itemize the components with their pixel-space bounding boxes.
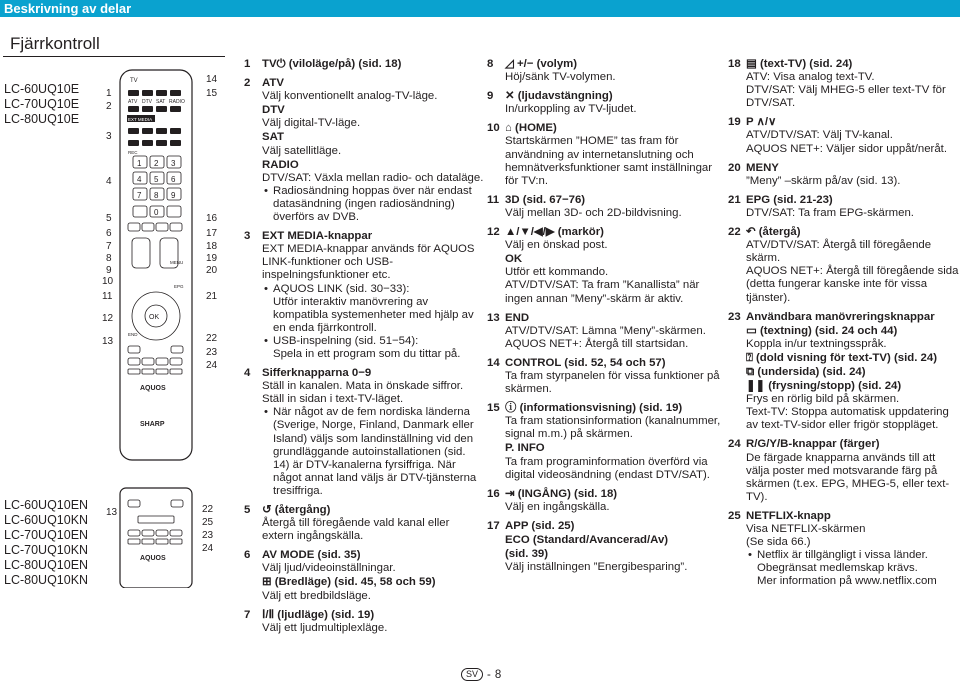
svg-text:15: 15 bbox=[206, 88, 218, 99]
item-22: 22 ↶ (återgå) ATV/DTV/SAT: Återgå till föregående skärm. AQUOS NET+: Återgå till föregående sida (detta fungerar kanske inte för vissa tjänster). bbox=[728, 226, 959, 304]
aquos-logo-bottom: AQUOS bbox=[140, 555, 166, 562]
tv-key-label: TV bbox=[130, 78, 138, 84]
svg-text:23: 23 bbox=[206, 347, 218, 358]
models-top bbox=[4, 82, 79, 127]
svg-text:4: 4 bbox=[106, 176, 112, 187]
svg-text:22: 22 bbox=[206, 333, 218, 344]
svg-text:9: 9 bbox=[106, 265, 112, 276]
item-17: 17 APP (sid. 25) ECO (Standard/Avancerad/Av) (sid. 39) Välj inställningen ”Energibesparing”. bbox=[487, 519, 688, 574]
volume-icon: ◿ bbox=[505, 58, 517, 70]
svg-text:7: 7 bbox=[106, 241, 112, 252]
return-icon: ↺ bbox=[262, 504, 275, 516]
svg-text:6: 6 bbox=[106, 228, 112, 239]
item-25: 25 NETFLIX-knapp Visa NETFLIX-skärmen (Se sida 66.) • Netflix är tillgängligt i vissa länder. Obegränsat medlemskap krävs. Mer information på www.netflix.com bbox=[728, 510, 960, 589]
item-20: 20 MENY ”Meny” –skärm på/av (sid. 13). bbox=[728, 161, 901, 187]
reveal-icon: ⍰ bbox=[746, 351, 756, 364]
remote-illustration bbox=[90, 68, 230, 588]
svg-text:5: 5 bbox=[106, 213, 112, 224]
home-icon: ⌂ bbox=[505, 122, 516, 135]
model-name: LC-60UQ10KN bbox=[4, 513, 89, 527]
svg-text:19: 19 bbox=[206, 253, 218, 264]
column-3 bbox=[728, 58, 960, 594]
svg-text:1: 1 bbox=[106, 88, 112, 99]
item-24: 24 R/G/Y/B-knappar (färger) De färgade knapparna används till att välja poster med motsvarande färg på skärmen (t.ex. EPG, MHEG-5, eller text-TV). bbox=[728, 438, 950, 503]
svg-text:13: 13 bbox=[102, 336, 114, 347]
page-number: SV - 8 bbox=[461, 668, 501, 681]
column-1 bbox=[244, 58, 484, 641]
svg-text:3: 3 bbox=[171, 159, 176, 168]
title-rule bbox=[3, 56, 225, 57]
model-name: LC-80UQ10KN bbox=[4, 573, 89, 587]
svg-text:24: 24 bbox=[206, 360, 218, 371]
teletext-icon: ▤ bbox=[746, 58, 760, 70]
column-2 bbox=[487, 58, 723, 580]
models-bottom bbox=[4, 498, 88, 588]
svg-text:22: 22 bbox=[202, 504, 214, 515]
menu-key-label: MENU bbox=[170, 260, 184, 265]
svg-text:6: 6 bbox=[171, 175, 176, 184]
item-1: 1 TV⏻ (viloläge/på) (sid. 18) bbox=[244, 58, 402, 70]
model-name: LC-80UQ10EN bbox=[4, 558, 89, 572]
svg-text:13: 13 bbox=[106, 507, 118, 518]
freeze-icon: ❚❚ bbox=[746, 380, 769, 393]
item-5: 5 ↺ (återgång) Återgå till föregående vald kanal eller extern ingångskälla. bbox=[244, 504, 450, 543]
item-2: 2 ATV Välj konventionellt analog-TV-läge. DTV Välj digital-TV-läge. SAT Välj satellitläge. RADIO DTV/SAT: Växla mellan radio- och dataläge. • Radiosändning hoppas över när endast datasändning (ingen radiosändning) överförs av DVB. bbox=[244, 77, 484, 224]
item-4: 4 Sifferknapparna 0−9 Ställ in kanalen. Mata in önskade siffror. Ställ in sidan i text-TV-läget. • När något av de fem nordiska länderna (Sverige, Norge, Finland, Danmark eller Island) väljs som landinställning vid den grundläggande autoinstallationen (sid. 14) är DTV-kanalerna fyrsiffriga. När något annat land väljs är DTV-tjänsterna tresiffriga. bbox=[244, 367, 484, 498]
sharp-logo: SHARP bbox=[140, 421, 165, 428]
svg-text:1: 1 bbox=[137, 159, 142, 168]
atv-key-label: ATV bbox=[128, 99, 138, 105]
model-name: LC-80UQ10E bbox=[4, 112, 80, 126]
svg-text:12: 12 bbox=[102, 313, 114, 324]
svg-text:25: 25 bbox=[202, 517, 214, 528]
svg-text:23: 23 bbox=[202, 530, 214, 541]
section-header: Beskrivning av delar bbox=[0, 0, 960, 17]
model-name: LC-70UQ10E bbox=[4, 97, 80, 111]
item-9: 9 ✕ (ljudavstängning) In/urkoppling av TV-ljudet. bbox=[487, 90, 637, 116]
rec-label: REC bbox=[128, 150, 138, 155]
wide-mode-icon: ⊞ bbox=[262, 576, 275, 589]
svg-text:24: 24 bbox=[202, 543, 214, 554]
aquos-logo: AQUOS bbox=[140, 385, 166, 392]
svg-text:8: 8 bbox=[154, 191, 159, 200]
item-11: 11 3D (sid. 67−76) Välj mellan 3D- och 2D-bildvisning. bbox=[487, 193, 682, 219]
svg-text:18: 18 bbox=[206, 241, 218, 252]
svg-text:21: 21 bbox=[206, 291, 218, 302]
item-12: 12 ▲/▼/◀/▶ (markör) Välj en önskad post. OK Utför ett kommando. ATV/DTV/SAT: Ta fram ”Kanallista” när ingen annan ”Meny”-skärm är aktiv. bbox=[487, 226, 700, 305]
sat-key-label: SAT bbox=[156, 99, 166, 105]
svg-text:14: 14 bbox=[206, 74, 218, 85]
item-18: 18 ▤ (text-TV) (sid. 24) ATV: Visa analog text-TV. DTV/SAT: Välj MHEG-5 eller text-TV för DTV/SAT. bbox=[728, 58, 946, 110]
input-icon: ⇥ bbox=[505, 487, 518, 500]
svg-text:9: 9 bbox=[171, 191, 176, 200]
subtitle-icon: ▭ bbox=[746, 324, 760, 337]
svg-text:8: 8 bbox=[106, 253, 112, 264]
item-8: 8 ◿ +/− (volym) Höj/sänk TV-volymen. bbox=[487, 58, 616, 84]
zero-key-label: 0 bbox=[154, 208, 159, 217]
svg-text:17: 17 bbox=[206, 228, 218, 239]
item-15: 15 ⓘ (informationsvisning) (sid. 19) Ta fram stationsinformation (kanalnummer, signal m.m.) på skärmen. P. INFO Ta fram programinformation överförd via digital videosändning (endast DTV/SAT). bbox=[487, 402, 721, 481]
item-21: 21 EPG (sid. 21-23) DTV/SAT: Ta fram EPG-skärmen. bbox=[728, 193, 914, 219]
subpage-icon: ⧉ bbox=[746, 365, 758, 378]
svg-text:11: 11 bbox=[102, 291, 113, 302]
sound-mode-icon: Ⅰ/Ⅱ bbox=[262, 608, 278, 621]
item-13: 13 END ATV/DTV/SAT: Lämna ”Meny”-skärmen. AQUOS NET+: Återgå till startsidan. bbox=[487, 311, 706, 350]
svg-text:10: 10 bbox=[102, 276, 114, 287]
item-19: 19 P ∧/∨ ATV/DTV/SAT: Välj TV-kanal. AQUOS NET+: Väljer sidor uppåt/neråt. bbox=[728, 116, 948, 155]
remote-body-bottom bbox=[120, 488, 192, 588]
item-7: 7 Ⅰ/Ⅱ (ljudläge) (sid. 19) Välj ett ljudmultiplexläge. bbox=[244, 608, 388, 634]
ext-media-label: EXT MEDIA bbox=[128, 117, 153, 122]
model-name: LC-60UQ10EN bbox=[4, 498, 89, 512]
end-key-label: END bbox=[128, 332, 138, 337]
model-name: LC-60UQ10E bbox=[4, 82, 80, 96]
svg-text:2: 2 bbox=[154, 159, 159, 168]
svg-text:2: 2 bbox=[106, 101, 112, 112]
svg-text:4: 4 bbox=[137, 175, 142, 184]
item-16: 16 ⇥ (INGÅNG) (sid. 18) Välj en ingångskälla. bbox=[487, 487, 618, 513]
back-icon: ↶ bbox=[746, 226, 759, 239]
svg-text:20: 20 bbox=[206, 265, 218, 276]
info-icon: ⓘ bbox=[505, 402, 520, 415]
item-6: 6 AV MODE (sid. 35) Välj ljud/videoinställningar. ⊞ (Bredläge) (sid. 45, 58 och 59) Välj ett bredbildsläge. bbox=[244, 549, 436, 602]
item-10: 10 ⌂ (HOME) Startskärmen ”HOME” tas fram för användning av internetanslutning och hemnätverksfunktioner samt inställningar för TV:n. bbox=[487, 122, 713, 187]
language-badge: SV bbox=[461, 668, 483, 681]
item-14: 14 CONTROL (sid. 52, 54 och 57) Ta fram styrpanelen för vissa funktioner på skärmen. bbox=[487, 356, 720, 396]
svg-text:16: 16 bbox=[206, 213, 218, 224]
page-title: Fjärrkontroll bbox=[10, 34, 100, 53]
radio-key-label: RADIO bbox=[169, 99, 185, 105]
svg-text:5: 5 bbox=[154, 175, 159, 184]
svg-text:3: 3 bbox=[106, 131, 112, 142]
model-name: LC-70UQ10EN bbox=[4, 528, 89, 542]
ok-key-label: OK bbox=[149, 314, 160, 321]
dtv-key-label: DTV bbox=[142, 99, 152, 105]
svg-text:7: 7 bbox=[137, 191, 142, 200]
mute-icon: ✕ bbox=[505, 90, 518, 103]
item-23: 23 Användbara manövreringsknappar ▭ (textning) (sid. 24 och 44) Koppla in/ur textningsspråk. ⍰ (dold visning för text-TV) (sid. 24) ⧉ (undersida) (sid. 24) ❚❚ (frysning/stopp) (sid. 24) Frys en rörlig bild på skärmen. Text-TV: Stoppa automatisk uppdatering av text-TV-sidor eller frigör stoppläget. bbox=[728, 310, 949, 432]
model-name: LC-70UQ10KN bbox=[4, 543, 89, 557]
epg-key-label: EPG bbox=[174, 284, 184, 289]
item-3: 3 EXT MEDIA-knappar EXT MEDIA-knappar används för AQUOS LINK-funktioner och USB-inspelningsfunktioner etc. • AQUOS LINK (sid. 30−33): Utför interaktiv manövrering av kompatibla systemenheter med hjälp av en enda fjärrkontroll. • USB-inspelning (sid. 51−54): Spela in ett program som du tittar på. bbox=[244, 230, 484, 361]
